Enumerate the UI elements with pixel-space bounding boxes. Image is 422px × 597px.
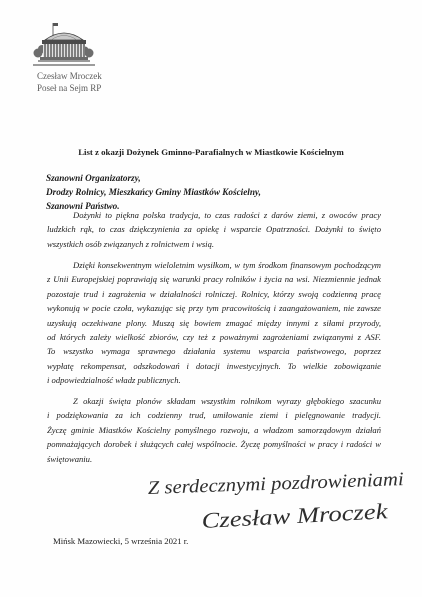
author-title: Poseł na Sejm RP: [37, 83, 102, 93]
paragraph-line: świętowaniu.: [47, 453, 93, 464]
salutation: [46, 171, 261, 213]
author-block: [37, 70, 102, 94]
author-name: Czesław Mroczek: [37, 71, 102, 81]
paragraph-line: pomnażających dorobek i służących całej wspólnocie. Życzę pomyślności w pracy i radości w: [47, 439, 381, 450]
paragraph-line: wykonują w pocie czoła, wykazując się przy tym pracowitością i zaangażowaniem, nie zawsze: [47, 303, 381, 314]
paragraph-line: Dożynki to piękna polska tradycja, to czas radości z darów ziemi, z owoców pracy: [73, 210, 381, 220]
paragraph: [47, 258, 381, 388]
paragraph-line: od których zależy wielkość zbiorów, czy też z poważnymi zagrożeniami związanymi z ASF.: [47, 331, 381, 342]
paragraph-line: Życzę gminie Miastków Kościelny pomyślnego rozwoju, a władzom samorządowym działań: [47, 424, 381, 435]
sejm-building-icon: [33, 20, 95, 68]
salutation-line: Szanowni Organizatorzy,: [46, 173, 141, 183]
closing-handwritten: Z serdecznymi pozdrowieniami: [147, 469, 384, 499]
paragraph: [47, 208, 381, 251]
paragraph-line: Dzięki konsekwentnym wieloletnim wysiłkom, w tym środkom finansowym pochodzącym: [73, 260, 381, 270]
paragraph-line: To wszystko wymaga sprawnego działania systemu wsparcia państwowego, poprzez: [47, 346, 381, 357]
place-date: Mińsk Mazowiecki, 5 września 2021 r.: [53, 536, 189, 546]
handwritten-signature: Czesław Mroczek: [200, 499, 356, 533]
paragraph-line: uzyskują oczekiwane plony. Muszą się bowiem zmagać między innymi z siłami przyrody,: [47, 317, 381, 328]
salutation-line: Drodzy Rolnicy, Mieszkańcy Gminy Miastków Kościelny,: [46, 187, 261, 197]
paragraph-line: Z okazji święta plonów składam wszystkim rolnikom wyrazy głębokiego szacunku: [73, 396, 381, 406]
paragraph-line: i odpowiedzialność władz publicznych.: [47, 375, 181, 386]
salutation-line: Szanowni Państwo.: [46, 201, 120, 211]
paragraph-line: z Unii Europejskiej poprawiają się warunki pracy rolników i życia na wsi. Niezmiennie jednak: [47, 274, 381, 285]
paragraph-line: wszystkich osób związanych z rolnictwem i wsią.: [47, 238, 215, 249]
paragraph-line: ludzkich rąk, to czas dziękczynienia za opiekę i wsparcie Opatrzności. Dożynki to święto: [47, 224, 381, 235]
paragraph: [47, 394, 381, 466]
paragraph-line: wypłatę rekompensat, odszkodowań i dotacji inwestycyjnych. To wielkie zobowiązanie: [47, 360, 381, 371]
letter-title: List z okazji Dożynek Gminno-Parafialnych w Miastkowie Kościelnym: [78, 147, 344, 157]
paragraph-line: i podziękowania za ich codzienny trud, umiłowanie ziemi i pielęgnowanie tradycji.: [47, 410, 381, 421]
paragraph-line: pozostaje trud i zagrożenia w działalności rolniczej. Rolnicy, którzy swoją codzienną pracę: [47, 288, 381, 299]
